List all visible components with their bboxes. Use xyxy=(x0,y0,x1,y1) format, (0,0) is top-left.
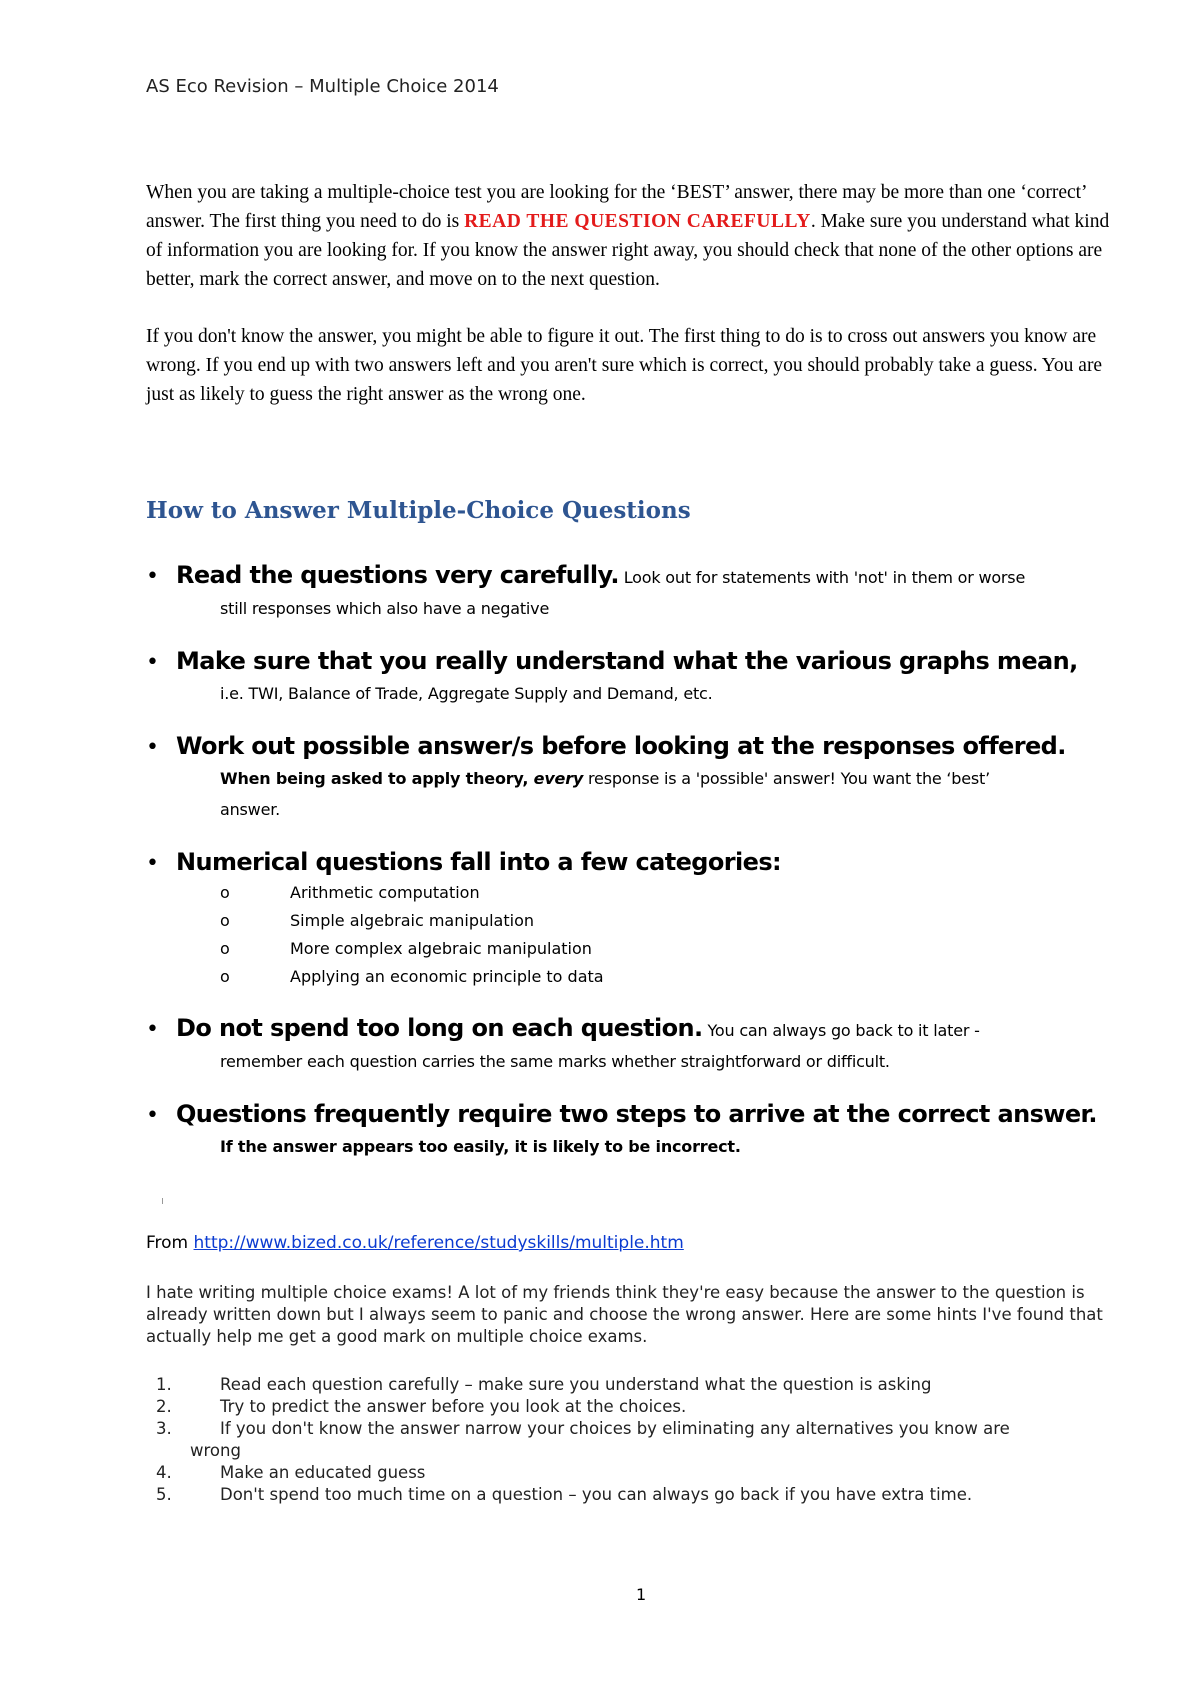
tip-continuation: remember each question carries the same marks whether straightforward or difficult. xyxy=(220,1052,890,1071)
tip-understand-graphs xyxy=(146,644,1156,709)
section-heading: How to Answer Multiple-Choice Questions xyxy=(146,497,691,524)
bullet-icon: • xyxy=(146,1103,159,1128)
bullet-icon: • xyxy=(146,735,159,760)
intro-p1-end: . Make sure you understand what kind of information you are looking for. If you know the answer right away, you should check that none of the other options are better, mark the correct answer, and move on to the next question. xyxy=(146,211,1110,290)
tip-text: You can always go back to it later - xyxy=(702,1021,980,1040)
read-carefully-emphasis: READ THE QUESTION CAREFULLY xyxy=(464,211,811,232)
tip-numerical-questions xyxy=(146,845,1156,991)
intro-p1-start: When you are taking a multiple-choice test you are looking for the ‘BEST’ answer, there may be more than one ‘correct’ answer. The first thing you need to do is xyxy=(146,182,1087,232)
tip-text: Look out for statements with 'not' in them or worse xyxy=(618,568,1026,587)
tip-read-carefully xyxy=(146,558,1156,624)
tip-continuation: i.e. TWI, Balance of Trade, Aggregate Supply and Demand, etc. xyxy=(220,684,713,703)
category-item: o More complex algebraic manipulation xyxy=(176,935,1156,963)
sub-bullet-icon: o xyxy=(220,883,230,902)
sub-bullet-icon: o xyxy=(220,911,230,930)
bullet-icon: • xyxy=(146,1017,159,1042)
tip-bold-text: When being asked to apply theory, xyxy=(220,769,534,788)
hint-item: 3. If you don't know the answer narrow your choices by eliminating any alternatives you know are wrong xyxy=(156,1419,1010,1460)
page-header: AS Eco Revision – Multiple Choice 2014 xyxy=(146,76,499,97)
tip-heading: Make sure that you really understand what the various graphs mean, xyxy=(176,647,1078,675)
hints-list xyxy=(146,1374,1126,1506)
source-link[interactable]: http://www.bized.co.uk/reference/studyskills/multiple.htm xyxy=(193,1233,684,1253)
student-paragraph: I hate writing multiple choice exams! A lot of my friends think they're easy because the answer to the question is already written down but I always seem to panic and choose the wrong answer. Here are some hints I've found that actually help me get a good mark on multiple choice exams. xyxy=(146,1283,1103,1346)
tip-heading: Numerical questions fall into a few categories: xyxy=(176,848,781,876)
tip-continuation xyxy=(176,763,1156,794)
hint-item: 1. Read each question carefully – make sure you understand what the question is asking xyxy=(156,1375,932,1394)
tip-continuation: still responses which also have a negative xyxy=(220,599,550,618)
margin-mark xyxy=(162,1198,163,1204)
tip-emphasis: every xyxy=(533,769,584,788)
intro-text xyxy=(146,178,1126,437)
tip-text: response is a 'possible' answer! You want the ‘best’ xyxy=(583,769,991,788)
tip-heading: Work out possible answer/s before looking at the responses offered. xyxy=(176,732,1066,760)
category-item: o Applying an economic principle to data xyxy=(176,963,1156,991)
category-list xyxy=(176,879,1156,991)
hint-item: 4. Make an educated guess xyxy=(156,1463,426,1482)
page-number: 1 xyxy=(636,1585,647,1604)
bullet-icon: • xyxy=(146,564,159,589)
tip-continuation: If the answer appears too easily, it is likely to be incorrect. xyxy=(220,1137,741,1156)
tip-heading: Do not spend too long on each question. xyxy=(176,1014,703,1042)
tip-heading: Read the questions very carefully. xyxy=(176,561,619,589)
source-label: From xyxy=(146,1233,194,1253)
intro-paragraph-2: If you don't know the answer, you might be able to figure it out. The first thing to do is to cross out answers you know are wrong. If you end up with two answers left and you aren't sure which is correct, you should probably take a guess. You are just as likely to guess the right answer as the wrong one. xyxy=(146,326,1103,405)
hint-item: 2. Try to predict the answer before you look at the choices. xyxy=(156,1397,687,1416)
tip-continuation-2: answer. xyxy=(220,800,281,819)
bullet-icon: • xyxy=(146,650,159,675)
tip-heading: Questions frequently require two steps to arrive at the correct answer. xyxy=(176,1100,1097,1128)
source-line xyxy=(146,1233,684,1253)
tip-work-out-answers xyxy=(146,729,1156,825)
tip-time-management xyxy=(146,1011,1156,1077)
tips-list xyxy=(146,558,1156,1162)
category-item: o Simple algebraic manipulation xyxy=(176,907,1156,935)
sub-bullet-icon: o xyxy=(220,939,230,958)
hint-item: 5. Don't spend too much time on a question – you can always go back if you have extra time. xyxy=(156,1485,973,1504)
category-item: o Arithmetic computation xyxy=(176,879,1156,907)
bullet-icon: • xyxy=(146,851,159,876)
intro-paragraph-1 xyxy=(146,178,1126,294)
sub-bullet-icon: o xyxy=(220,967,230,986)
tip-two-steps xyxy=(146,1097,1156,1162)
